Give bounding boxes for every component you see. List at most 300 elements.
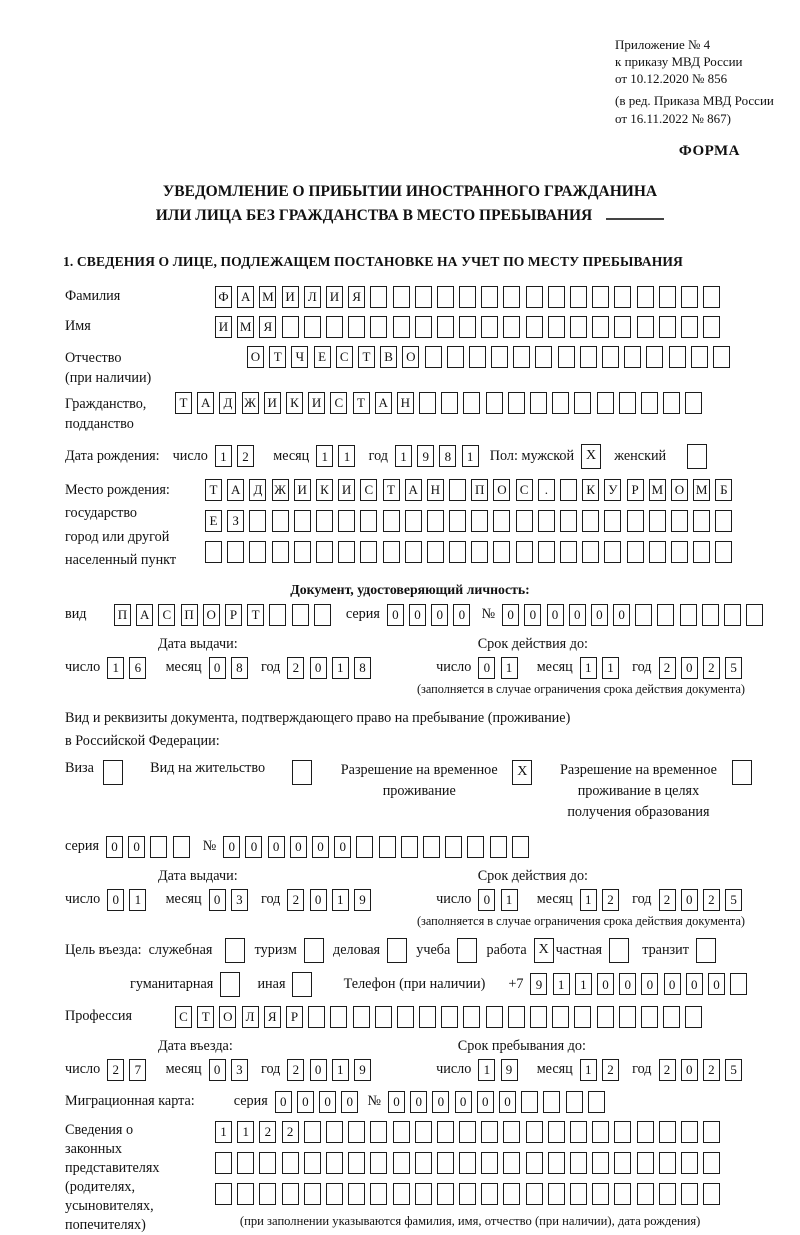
char-cell[interactable] bbox=[437, 1152, 454, 1174]
char-cell[interactable]: 0 bbox=[431, 604, 448, 626]
char-cell[interactable]: 0 bbox=[478, 889, 495, 911]
char-cell[interactable] bbox=[481, 316, 498, 338]
char-cell[interactable]: 9 bbox=[501, 1059, 518, 1081]
char-cell[interactable] bbox=[574, 1006, 591, 1028]
char-cell[interactable] bbox=[538, 541, 555, 563]
char-cell[interactable]: 0 bbox=[106, 836, 123, 858]
char-cell[interactable] bbox=[282, 316, 299, 338]
char-cell[interactable]: И bbox=[326, 286, 343, 308]
char-cell[interactable] bbox=[619, 1006, 636, 1028]
char-cell[interactable] bbox=[627, 510, 644, 532]
char-cell[interactable] bbox=[383, 541, 400, 563]
char-cell[interactable] bbox=[693, 541, 710, 563]
char-cell[interactable] bbox=[592, 316, 609, 338]
char-cell[interactable] bbox=[471, 510, 488, 532]
visa-checkbox[interactable] bbox=[103, 760, 123, 785]
char-cell[interactable]: А bbox=[136, 604, 153, 626]
char-cell[interactable] bbox=[637, 1152, 654, 1174]
char-cell[interactable]: Я bbox=[264, 1006, 281, 1028]
sex-male-checkbox[interactable]: X bbox=[581, 444, 601, 469]
char-cell[interactable] bbox=[459, 316, 476, 338]
char-cell[interactable] bbox=[570, 316, 587, 338]
char-cell[interactable]: П bbox=[114, 604, 131, 626]
char-cell[interactable] bbox=[423, 836, 440, 858]
char-cell[interactable] bbox=[314, 604, 331, 626]
char-cell[interactable]: 9 bbox=[354, 889, 371, 911]
char-cell[interactable] bbox=[375, 1006, 392, 1028]
char-cell[interactable] bbox=[353, 1006, 370, 1028]
char-cell[interactable]: 1 bbox=[501, 889, 518, 911]
char-cell[interactable] bbox=[681, 1152, 698, 1174]
char-cell[interactable] bbox=[671, 510, 688, 532]
char-cell[interactable]: 6 bbox=[129, 657, 146, 679]
char-cell[interactable] bbox=[597, 1006, 614, 1028]
char-cell[interactable] bbox=[326, 1121, 343, 1143]
char-cell[interactable] bbox=[503, 1183, 520, 1205]
char-cell[interactable] bbox=[614, 316, 631, 338]
char-cell[interactable] bbox=[582, 541, 599, 563]
char-cell[interactable] bbox=[282, 1152, 299, 1174]
char-cell[interactable] bbox=[685, 1006, 702, 1028]
char-cell[interactable] bbox=[508, 1006, 525, 1028]
char-cell[interactable]: Т bbox=[205, 479, 222, 501]
char-cell[interactable] bbox=[560, 541, 577, 563]
char-cell[interactable] bbox=[526, 316, 543, 338]
char-cell[interactable] bbox=[552, 1006, 569, 1028]
sex-female-checkbox[interactable] bbox=[687, 444, 707, 469]
char-cell[interactable]: В bbox=[380, 346, 397, 368]
char-cell[interactable]: 2 bbox=[659, 1059, 676, 1081]
char-cell[interactable]: 3 bbox=[231, 1059, 248, 1081]
char-cell[interactable] bbox=[437, 1121, 454, 1143]
char-cell[interactable]: И bbox=[294, 479, 311, 501]
char-cell[interactable]: З bbox=[227, 510, 244, 532]
char-cell[interactable]: Е bbox=[314, 346, 331, 368]
char-cell[interactable]: 0 bbox=[107, 889, 124, 911]
char-cell[interactable] bbox=[516, 510, 533, 532]
char-cell[interactable]: 3 bbox=[231, 889, 248, 911]
char-cell[interactable] bbox=[649, 541, 666, 563]
char-cell[interactable] bbox=[570, 1183, 587, 1205]
char-cell[interactable] bbox=[614, 1152, 631, 1174]
char-cell[interactable]: М bbox=[693, 479, 710, 501]
char-cell[interactable]: 0 bbox=[664, 973, 681, 995]
char-cell[interactable]: С bbox=[175, 1006, 192, 1028]
char-cell[interactable] bbox=[574, 392, 591, 414]
char-cell[interactable]: 2 bbox=[287, 657, 304, 679]
char-cell[interactable]: 1 bbox=[332, 657, 349, 679]
char-cell[interactable]: Я bbox=[348, 286, 365, 308]
char-cell[interactable] bbox=[703, 316, 720, 338]
char-cell[interactable] bbox=[530, 392, 547, 414]
char-cell[interactable] bbox=[614, 1121, 631, 1143]
char-cell[interactable] bbox=[503, 316, 520, 338]
char-cell[interactable]: 0 bbox=[597, 973, 614, 995]
char-cell[interactable]: А bbox=[197, 392, 214, 414]
char-cell[interactable]: О bbox=[219, 1006, 236, 1028]
char-cell[interactable]: 0 bbox=[547, 604, 564, 626]
char-cell[interactable] bbox=[703, 286, 720, 308]
char-cell[interactable]: 0 bbox=[245, 836, 262, 858]
char-cell[interactable]: . bbox=[538, 479, 555, 501]
char-cell[interactable] bbox=[602, 346, 619, 368]
char-cell[interactable]: Ж bbox=[242, 392, 259, 414]
char-cell[interactable] bbox=[237, 1183, 254, 1205]
char-cell[interactable] bbox=[538, 510, 555, 532]
char-cell[interactable] bbox=[548, 1152, 565, 1174]
purpose-private-checkbox[interactable] bbox=[609, 938, 629, 963]
char-cell[interactable] bbox=[657, 604, 674, 626]
char-cell[interactable] bbox=[379, 836, 396, 858]
char-cell[interactable]: 0 bbox=[453, 604, 470, 626]
char-cell[interactable] bbox=[526, 1152, 543, 1174]
purpose-business-checkbox[interactable] bbox=[387, 938, 407, 963]
char-cell[interactable] bbox=[316, 541, 333, 563]
char-cell[interactable]: О bbox=[493, 479, 510, 501]
char-cell[interactable] bbox=[405, 541, 422, 563]
char-cell[interactable]: 0 bbox=[569, 604, 586, 626]
char-cell[interactable]: 1 bbox=[501, 657, 518, 679]
char-cell[interactable]: 1 bbox=[575, 973, 592, 995]
char-cell[interactable] bbox=[530, 1006, 547, 1028]
char-cell[interactable]: Т bbox=[383, 479, 400, 501]
char-cell[interactable] bbox=[348, 316, 365, 338]
char-cell[interactable]: 2 bbox=[602, 889, 619, 911]
char-cell[interactable]: 0 bbox=[310, 1059, 327, 1081]
char-cell[interactable] bbox=[370, 1152, 387, 1174]
char-cell[interactable] bbox=[724, 604, 741, 626]
char-cell[interactable] bbox=[637, 286, 654, 308]
purpose-official-checkbox[interactable] bbox=[225, 938, 245, 963]
char-cell[interactable] bbox=[486, 1006, 503, 1028]
char-cell[interactable] bbox=[566, 1091, 583, 1113]
char-cell[interactable] bbox=[463, 392, 480, 414]
char-cell[interactable] bbox=[604, 510, 621, 532]
char-cell[interactable] bbox=[703, 1152, 720, 1174]
char-cell[interactable]: С bbox=[336, 346, 353, 368]
char-cell[interactable] bbox=[459, 1152, 476, 1174]
char-cell[interactable]: 1 bbox=[580, 1059, 597, 1081]
char-cell[interactable] bbox=[150, 836, 167, 858]
char-cell[interactable] bbox=[493, 510, 510, 532]
char-cell[interactable]: 0 bbox=[128, 836, 145, 858]
char-cell[interactable] bbox=[249, 541, 266, 563]
char-cell[interactable]: 7 bbox=[129, 1059, 146, 1081]
char-cell[interactable]: 1 bbox=[332, 889, 349, 911]
char-cell[interactable]: 0 bbox=[455, 1091, 472, 1113]
char-cell[interactable]: Д bbox=[219, 392, 236, 414]
char-cell[interactable]: 1 bbox=[602, 657, 619, 679]
char-cell[interactable] bbox=[393, 286, 410, 308]
purpose-work-checkbox[interactable]: X bbox=[534, 938, 554, 963]
char-cell[interactable] bbox=[619, 392, 636, 414]
char-cell[interactable]: А bbox=[227, 479, 244, 501]
char-cell[interactable]: 0 bbox=[686, 973, 703, 995]
char-cell[interactable] bbox=[338, 510, 355, 532]
char-cell[interactable]: 0 bbox=[477, 1091, 494, 1113]
char-cell[interactable] bbox=[481, 286, 498, 308]
char-cell[interactable] bbox=[393, 1152, 410, 1174]
char-cell[interactable] bbox=[646, 346, 663, 368]
char-cell[interactable]: 0 bbox=[524, 604, 541, 626]
char-cell[interactable]: А bbox=[405, 479, 422, 501]
char-cell[interactable]: К bbox=[286, 392, 303, 414]
char-cell[interactable] bbox=[513, 346, 530, 368]
char-cell[interactable] bbox=[691, 346, 708, 368]
char-cell[interactable] bbox=[356, 836, 373, 858]
char-cell[interactable]: 0 bbox=[209, 657, 226, 679]
char-cell[interactable] bbox=[516, 541, 533, 563]
char-cell[interactable]: 1 bbox=[332, 1059, 349, 1081]
char-cell[interactable]: Д bbox=[249, 479, 266, 501]
char-cell[interactable]: 0 bbox=[310, 657, 327, 679]
char-cell[interactable]: 0 bbox=[681, 657, 698, 679]
char-cell[interactable] bbox=[269, 604, 286, 626]
char-cell[interactable] bbox=[348, 1121, 365, 1143]
char-cell[interactable]: 2 bbox=[107, 1059, 124, 1081]
char-cell[interactable] bbox=[715, 541, 732, 563]
char-cell[interactable] bbox=[490, 836, 507, 858]
char-cell[interactable]: Т bbox=[269, 346, 286, 368]
char-cell[interactable] bbox=[338, 541, 355, 563]
char-cell[interactable]: 1 bbox=[580, 657, 597, 679]
char-cell[interactable] bbox=[449, 541, 466, 563]
char-cell[interactable] bbox=[215, 1183, 232, 1205]
char-cell[interactable]: 2 bbox=[287, 1059, 304, 1081]
char-cell[interactable] bbox=[641, 1006, 658, 1028]
char-cell[interactable] bbox=[282, 1183, 299, 1205]
char-cell[interactable]: 0 bbox=[312, 836, 329, 858]
char-cell[interactable] bbox=[659, 1183, 676, 1205]
purpose-other-checkbox[interactable] bbox=[292, 972, 312, 997]
char-cell[interactable]: 0 bbox=[290, 836, 307, 858]
char-cell[interactable] bbox=[370, 1121, 387, 1143]
char-cell[interactable] bbox=[681, 316, 698, 338]
char-cell[interactable] bbox=[560, 479, 577, 501]
char-cell[interactable] bbox=[548, 1121, 565, 1143]
char-cell[interactable] bbox=[503, 1152, 520, 1174]
char-cell[interactable]: 0 bbox=[275, 1091, 292, 1113]
char-cell[interactable]: 0 bbox=[708, 973, 725, 995]
char-cell[interactable]: О bbox=[247, 346, 264, 368]
char-cell[interactable] bbox=[637, 1183, 654, 1205]
char-cell[interactable] bbox=[330, 1006, 347, 1028]
char-cell[interactable]: 0 bbox=[297, 1091, 314, 1113]
char-cell[interactable] bbox=[624, 346, 641, 368]
char-cell[interactable]: 2 bbox=[287, 889, 304, 911]
purpose-study-checkbox[interactable] bbox=[457, 938, 477, 963]
char-cell[interactable]: Т bbox=[197, 1006, 214, 1028]
char-cell[interactable]: 0 bbox=[409, 604, 426, 626]
char-cell[interactable]: К bbox=[316, 479, 333, 501]
char-cell[interactable] bbox=[415, 1152, 432, 1174]
char-cell[interactable] bbox=[508, 392, 525, 414]
char-cell[interactable]: 0 bbox=[341, 1091, 358, 1113]
char-cell[interactable] bbox=[703, 1183, 720, 1205]
char-cell[interactable]: 1 bbox=[580, 889, 597, 911]
char-cell[interactable] bbox=[383, 510, 400, 532]
char-cell[interactable] bbox=[548, 1183, 565, 1205]
char-cell[interactable]: 2 bbox=[282, 1121, 299, 1143]
char-cell[interactable] bbox=[205, 541, 222, 563]
char-cell[interactable] bbox=[592, 1183, 609, 1205]
char-cell[interactable] bbox=[304, 1183, 321, 1205]
char-cell[interactable] bbox=[441, 1006, 458, 1028]
char-cell[interactable] bbox=[445, 836, 462, 858]
char-cell[interactable] bbox=[713, 346, 730, 368]
char-cell[interactable] bbox=[308, 1006, 325, 1028]
purpose-transit-checkbox[interactable] bbox=[696, 938, 716, 963]
char-cell[interactable] bbox=[292, 604, 309, 626]
char-cell[interactable] bbox=[370, 286, 387, 308]
char-cell[interactable] bbox=[715, 510, 732, 532]
char-cell[interactable] bbox=[703, 1121, 720, 1143]
char-cell[interactable]: Ж bbox=[272, 479, 289, 501]
char-cell[interactable]: И bbox=[215, 316, 232, 338]
char-cell[interactable]: 0 bbox=[591, 604, 608, 626]
char-cell[interactable] bbox=[597, 392, 614, 414]
char-cell[interactable]: 1 bbox=[107, 657, 124, 679]
char-cell[interactable] bbox=[415, 1183, 432, 1205]
char-cell[interactable]: 2 bbox=[703, 657, 720, 679]
char-cell[interactable]: Л bbox=[304, 286, 321, 308]
char-cell[interactable]: Н bbox=[397, 392, 414, 414]
char-cell[interactable] bbox=[570, 1152, 587, 1174]
char-cell[interactable] bbox=[294, 541, 311, 563]
char-cell[interactable] bbox=[592, 286, 609, 308]
char-cell[interactable] bbox=[560, 510, 577, 532]
char-cell[interactable] bbox=[649, 510, 666, 532]
char-cell[interactable]: 0 bbox=[268, 836, 285, 858]
char-cell[interactable]: 0 bbox=[478, 657, 495, 679]
char-cell[interactable]: С bbox=[360, 479, 377, 501]
char-cell[interactable]: Ч bbox=[291, 346, 308, 368]
char-cell[interactable]: 8 bbox=[231, 657, 248, 679]
char-cell[interactable]: П bbox=[181, 604, 198, 626]
char-cell[interactable]: 0 bbox=[619, 973, 636, 995]
char-cell[interactable]: 1 bbox=[553, 973, 570, 995]
temp-residence-edu-checkbox[interactable] bbox=[732, 760, 752, 785]
char-cell[interactable] bbox=[471, 541, 488, 563]
char-cell[interactable] bbox=[671, 541, 688, 563]
char-cell[interactable] bbox=[415, 286, 432, 308]
char-cell[interactable]: 5 bbox=[725, 889, 742, 911]
char-cell[interactable]: 0 bbox=[613, 604, 630, 626]
temp-residence-checkbox[interactable]: X bbox=[512, 760, 532, 785]
char-cell[interactable] bbox=[427, 541, 444, 563]
char-cell[interactable]: Т bbox=[358, 346, 375, 368]
char-cell[interactable] bbox=[459, 1121, 476, 1143]
char-cell[interactable] bbox=[604, 541, 621, 563]
char-cell[interactable] bbox=[535, 346, 552, 368]
char-cell[interactable]: 8 bbox=[439, 445, 456, 467]
char-cell[interactable] bbox=[173, 836, 190, 858]
char-cell[interactable] bbox=[405, 510, 422, 532]
char-cell[interactable]: 0 bbox=[432, 1091, 449, 1113]
char-cell[interactable] bbox=[370, 1183, 387, 1205]
char-cell[interactable] bbox=[659, 1152, 676, 1174]
char-cell[interactable]: 0 bbox=[319, 1091, 336, 1113]
char-cell[interactable]: 0 bbox=[502, 604, 519, 626]
char-cell[interactable]: 9 bbox=[530, 973, 547, 995]
char-cell[interactable] bbox=[249, 510, 266, 532]
char-cell[interactable]: 1 bbox=[395, 445, 412, 467]
char-cell[interactable]: 1 bbox=[215, 1121, 232, 1143]
char-cell[interactable]: Т bbox=[247, 604, 264, 626]
char-cell[interactable] bbox=[681, 1121, 698, 1143]
char-cell[interactable]: 2 bbox=[259, 1121, 276, 1143]
char-cell[interactable]: С bbox=[330, 392, 347, 414]
char-cell[interactable] bbox=[437, 1183, 454, 1205]
char-cell[interactable] bbox=[570, 286, 587, 308]
char-cell[interactable] bbox=[680, 604, 697, 626]
char-cell[interactable]: 2 bbox=[703, 1059, 720, 1081]
char-cell[interactable] bbox=[481, 1152, 498, 1174]
char-cell[interactable]: О bbox=[402, 346, 419, 368]
char-cell[interactable]: П bbox=[471, 479, 488, 501]
char-cell[interactable] bbox=[237, 1152, 254, 1174]
char-cell[interactable] bbox=[215, 1152, 232, 1174]
char-cell[interactable] bbox=[304, 1152, 321, 1174]
char-cell[interactable] bbox=[415, 1121, 432, 1143]
char-cell[interactable] bbox=[669, 346, 686, 368]
char-cell[interactable]: 0 bbox=[209, 889, 226, 911]
char-cell[interactable] bbox=[397, 1006, 414, 1028]
char-cell[interactable]: 1 bbox=[316, 445, 333, 467]
char-cell[interactable]: А bbox=[237, 286, 254, 308]
char-cell[interactable]: И bbox=[264, 392, 281, 414]
char-cell[interactable]: Л bbox=[242, 1006, 259, 1028]
char-cell[interactable] bbox=[348, 1152, 365, 1174]
char-cell[interactable]: Б bbox=[715, 479, 732, 501]
char-cell[interactable]: 1 bbox=[338, 445, 355, 467]
purpose-humanitarian-checkbox[interactable] bbox=[220, 972, 240, 997]
char-cell[interactable]: 5 bbox=[725, 657, 742, 679]
char-cell[interactable] bbox=[548, 316, 565, 338]
char-cell[interactable]: 0 bbox=[334, 836, 351, 858]
char-cell[interactable]: К bbox=[582, 479, 599, 501]
char-cell[interactable]: 2 bbox=[659, 889, 676, 911]
char-cell[interactable] bbox=[503, 1121, 520, 1143]
char-cell[interactable]: 0 bbox=[223, 836, 240, 858]
char-cell[interactable] bbox=[592, 1152, 609, 1174]
char-cell[interactable] bbox=[393, 316, 410, 338]
residence-permit-checkbox[interactable] bbox=[292, 760, 312, 785]
char-cell[interactable] bbox=[521, 1091, 538, 1113]
char-cell[interactable] bbox=[659, 1121, 676, 1143]
char-cell[interactable] bbox=[570, 1121, 587, 1143]
char-cell[interactable]: 2 bbox=[237, 445, 254, 467]
char-cell[interactable]: А bbox=[375, 392, 392, 414]
char-cell[interactable]: 9 bbox=[417, 445, 434, 467]
char-cell[interactable]: Ф bbox=[215, 286, 232, 308]
char-cell[interactable] bbox=[326, 316, 343, 338]
char-cell[interactable]: 0 bbox=[410, 1091, 427, 1113]
char-cell[interactable] bbox=[419, 392, 436, 414]
purpose-tourism-checkbox[interactable] bbox=[304, 938, 324, 963]
char-cell[interactable]: 0 bbox=[499, 1091, 516, 1113]
char-cell[interactable]: С bbox=[158, 604, 175, 626]
char-cell[interactable] bbox=[552, 392, 569, 414]
char-cell[interactable]: 8 bbox=[354, 657, 371, 679]
char-cell[interactable] bbox=[685, 392, 702, 414]
char-cell[interactable] bbox=[425, 346, 442, 368]
char-cell[interactable]: 5 bbox=[725, 1059, 742, 1081]
char-cell[interactable] bbox=[486, 392, 503, 414]
char-cell[interactable] bbox=[441, 392, 458, 414]
char-cell[interactable] bbox=[393, 1121, 410, 1143]
char-cell[interactable]: О bbox=[671, 479, 688, 501]
